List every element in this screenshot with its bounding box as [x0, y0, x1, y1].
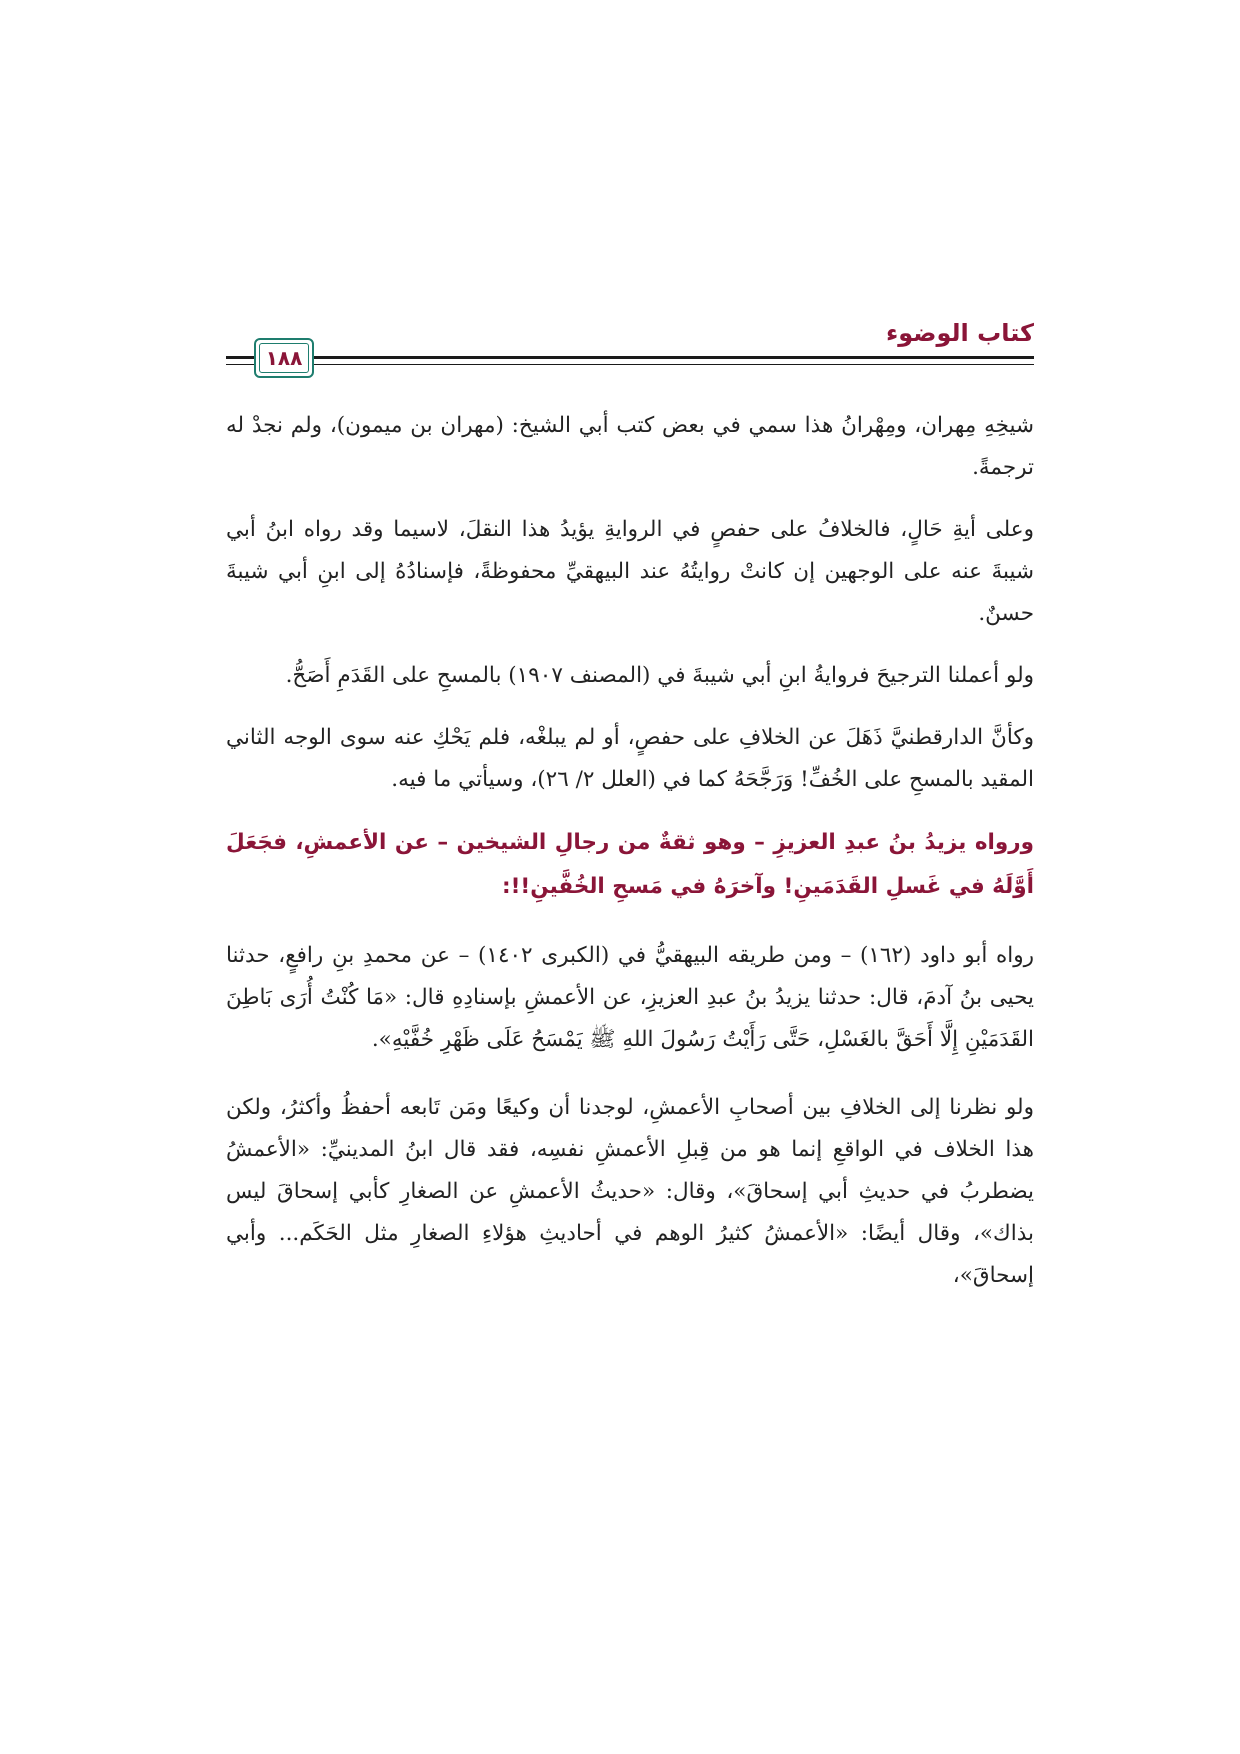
- section-heading: ورواه يزيدُ بنُ عبدِ العزيزِ – وهو ثقةٌ من رجالِ الشيخين – عن الأعمشِ، فجَعَلَ أَوَّلَهُ في غَسلِ القَدَمَينِ! وآخرَهُ في مَسحِ الخُفَّينِ!!:: [226, 830, 1034, 899]
- page-header: [226, 318, 1034, 388]
- header-rule-thin: [226, 364, 1034, 365]
- book-title: كتاب الوضوء: [885, 319, 1034, 347]
- paragraph-2: وعلى أيةِ حَالٍ، فالخلافُ على حفصٍ في الروايةِ يؤيدُ هذا النقلَ، لاسيما وقد رواه ابنُ أبي شيبةَ عنه على الوجهين إن كانتْ روايتُهُ عند البيهقيِّ محفوظةً، فإسنادُهُ إلى ابنِ أبي شيبةَ حسنٌ.: [226, 517, 1034, 626]
- paragraph-5: رواه أبو داود (١٦٢) – ومن طريقه البيهقيُّ في (الكبرى ١٤٠٢) – عن محمدِ بنِ رافعٍ، حدثنا يحيى بنُ آدمَ، قال: حدثنا يزيدُ بنُ عبدِ العزيزِ، عن الأعمشِ بإسنادِهِ قال: «مَا كُنْتُ أُرَى بَاطِنَ القَدَمَيْنِ إِلَّا أَحَقَّ بالغَسْلِ، حَتَّى رَأَيْتُ رَسُولَ اللهِ ﷺ يَمْسَحُ عَلَى ظَهْرِ خُفَّيْهِ».: [226, 943, 1034, 1052]
- page-number-badge: [254, 338, 314, 378]
- paragraph-1: شيخِهِ مِهران، ومِهْرانُ هذا سمي في بعض كتب أبي الشيخ: (مهران بن ميمون)، ولم نجدْ له ترجمةً.: [226, 413, 1034, 480]
- paragraph-4: وكأنَّ الدارقطنيَّ ذَهَلَ عن الخلافِ على حفصٍ، أو لم يبلغْه، فلم يَحْكِ عنه سوى الوجه الثاني المقيد بالمسحِ على الخُفِّ! وَرَجَّحَهُ كما في (العلل ٢/ ٢٦)، وسيأتي ما فيه.: [226, 725, 1034, 792]
- header-rule-thick: [226, 356, 1034, 359]
- page-number: ١٨٨: [259, 343, 309, 373]
- paragraph-3: ولو أعملنا الترجيحَ فروايةُ ابنِ أبي شيبةَ في (المصنف ١٩٠٧) بالمسحِ على القَدَمِ أَصَحُّ.: [285, 663, 1034, 688]
- paragraph-6: ولو نظرنا إلى الخلافِ بين أصحابِ الأعمشِ، لوجدنا أن وكيعًا ومَن تَابعه أحفظُ وأكثرُ، ولكن هذا الخلاف في الواقعِ إنما هو من قِبلِ الأعمشِ نفسِه، فقد قال ابنُ المدينيِّ: «الأعمشُ يضطربُ في حديثِ أبي إسحاقَ»، وقال: «حديثُ الأعمشِ عن الصغارِ كأبي إسحاقَ ليس بذاك»، وقال أيضًا: «الأعمشُ كثيرُ الوهم في أحاديثِ هؤلاءِ الصغارِ مثل الحَكَم... وأبي إسحاقَ»،: [226, 1095, 1034, 1288]
- page-content: [226, 405, 1034, 1323]
